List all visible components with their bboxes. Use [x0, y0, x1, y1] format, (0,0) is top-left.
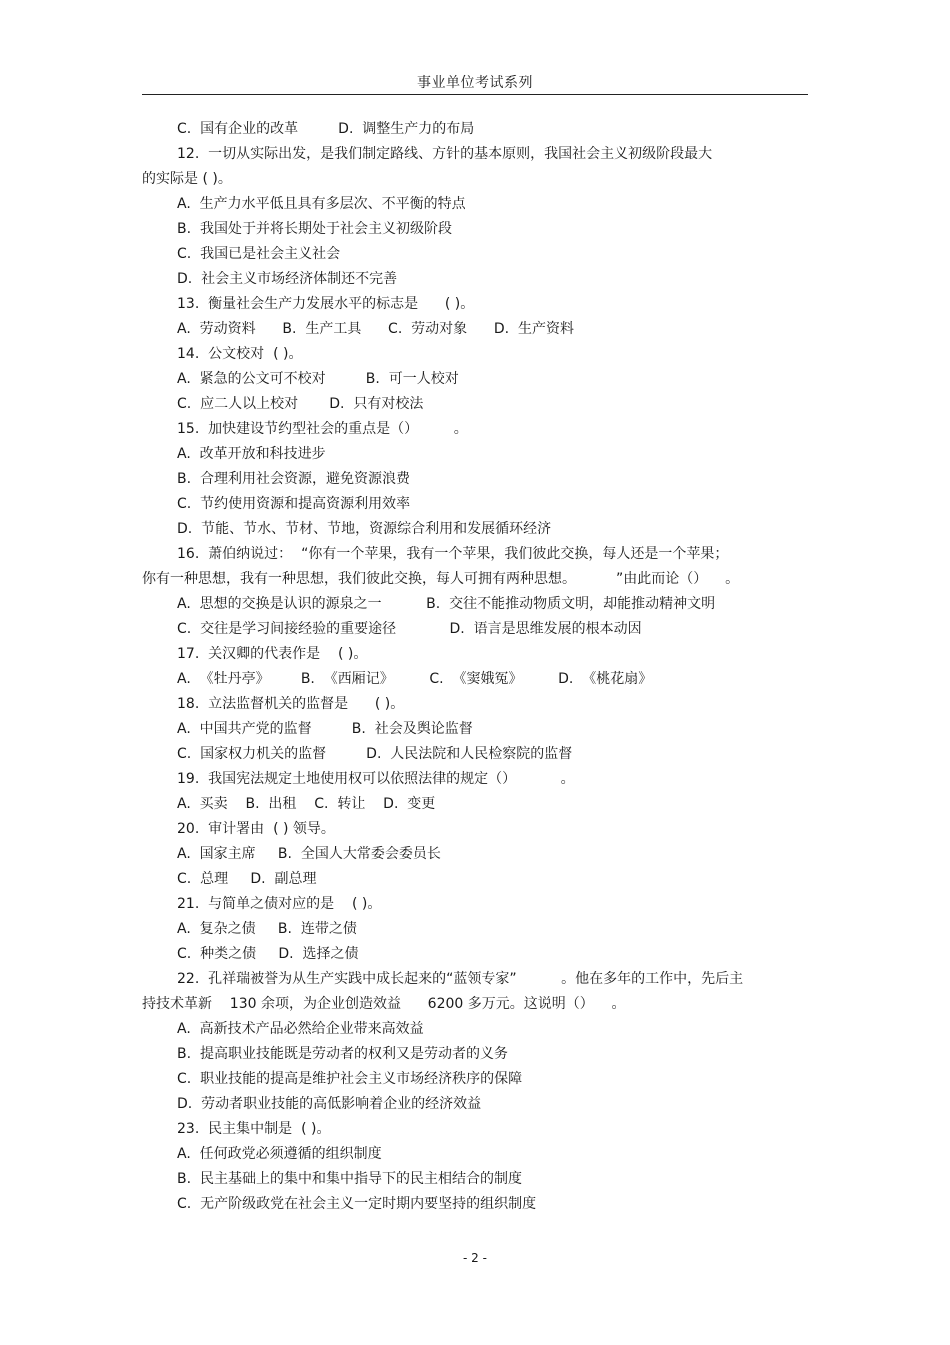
- text-line: 18. 立法监督机关的监督是 ( )。: [177, 696, 405, 712]
- text-line: D. 劳动者职业技能的高低影响着企业的经济效益: [177, 1096, 482, 1112]
- text-line: C. 总理 D. 副总理: [177, 871, 317, 887]
- text-line: 的实际是 ( )。: [142, 171, 232, 187]
- text-line: A. 高新技术产品必然给企业带来高效益: [177, 1021, 424, 1037]
- text-line: C. 应二人以上校对 D. 只有对校法: [177, 396, 424, 412]
- text-line: A. 思想的交换是认识的源泉之一 B. 交往不能推动物质文明，却能推动精神文明: [177, 596, 716, 612]
- text-line: A. 国家主席 B. 全国人大常委会委员长: [177, 846, 441, 862]
- text-line: A. 买卖 B. 出租 C. 转让 D. 变更: [177, 796, 436, 812]
- header-rule: [142, 94, 808, 95]
- text-line: B. 合理利用社会资源，避免资源浪费: [177, 471, 410, 487]
- text-line: A. 任何政党必须遵循的组织制度: [177, 1146, 382, 1162]
- text-line: 15. 加快建设节约型社会的重点是（） 。: [177, 421, 468, 437]
- text-line: C. 我国已是社会主义社会: [177, 246, 341, 262]
- text-line: C. 种类之债 D. 选择之债: [177, 946, 359, 962]
- text-line: 22. 孔祥瑞被誉为从生产实践中成长起来的“蓝领专家” 。他在多年的工作中，先后主: [177, 971, 744, 987]
- text-line: C. 国有企业的改革 D. 调整生产力的布局: [177, 121, 475, 137]
- text-line: B. 我国处于并将长期处于社会主义初级阶段: [177, 221, 452, 237]
- text-line: A. 中国共产党的监督 B. 社会及舆论监督: [177, 721, 473, 737]
- text-line: 12. 一切从实际出发，是我们制定路线、方针的基本原则，我国社会主义初级阶段最大: [177, 146, 713, 162]
- text-line: 14. 公文校对 ( )。: [177, 346, 303, 362]
- page-number: - 2 -: [463, 1251, 487, 1265]
- text-line: 你有一种思想，我有一种思想，我们彼此交换，每人可拥有两种思想。 ”由此而论（） 。: [142, 571, 740, 587]
- text-line: 21. 与简单之债对应的是 ( )。: [177, 896, 382, 912]
- text-line: A. 紧急的公文可不校对 B. 可一人校对: [177, 371, 459, 387]
- text-line: D. 社会主义市场经济体制还不完善: [177, 271, 398, 287]
- text-line: 16. 萧伯纳说过： “你有一个苹果，我有一个苹果，我们彼此交换，每人还是一个苹果；: [177, 546, 729, 562]
- text-line: C. 无产阶级政党在社会主义一定时期内要坚持的组织制度: [177, 1196, 537, 1212]
- text-line: B. 民主基础上的集中和集中指导下的民主相结合的制度: [177, 1171, 522, 1187]
- page-header: 事业单位考试系列: [417, 75, 533, 91]
- text-line: 19. 我国宪法规定土地使用权可以依照法律的规定（） 。: [177, 771, 575, 787]
- text-line: A. 生产力水平低且具有多层次、不平衡的特点: [177, 196, 466, 212]
- text-line: C. 职业技能的提高是维护社会主义市场经济秩序的保障: [177, 1071, 523, 1087]
- text-line: A. 劳动资料 B. 生产工具 C. 劳动对象 D. 生产资料: [177, 321, 574, 337]
- text-line: 持技术革新 130 余项，为企业创造效益 6200 多万元。这说明（） 。: [142, 996, 626, 1012]
- text-line: D. 节能、节水、节材、节地，资源综合利用和发展循环经济: [177, 521, 552, 537]
- text-line: A. 改革开放和科技进步: [177, 446, 326, 462]
- text-line: 20. 审计署由 ( ) 领导。: [177, 821, 335, 837]
- text-line: 17. 关汉卿的代表作是 ( )。: [177, 646, 368, 662]
- text-line: C. 节约使用资源和提高资源利用效率: [177, 496, 411, 512]
- text-line: C. 国家权力机关的监督 D. 人民法院和人民检察院的监督: [177, 746, 573, 762]
- text-line: 13. 衡量社会生产力发展水平的标志是 ( )。: [177, 296, 475, 312]
- text-line: A. 《牡丹亭》 B. 《西厢记》 C. 《窦娥冤》 D. 《桃花扇》: [177, 671, 653, 687]
- text-line: B. 提高职业技能既是劳动者的权利又是劳动者的义务: [177, 1046, 508, 1062]
- text-line: C. 交往是学习间接经验的重要途径 D. 语言是思维发展的根本动因: [177, 621, 642, 637]
- text-line: 23. 民主集中制是 ( )。: [177, 1121, 331, 1137]
- text-line: A. 复杂之债 B. 连带之债: [177, 921, 357, 937]
